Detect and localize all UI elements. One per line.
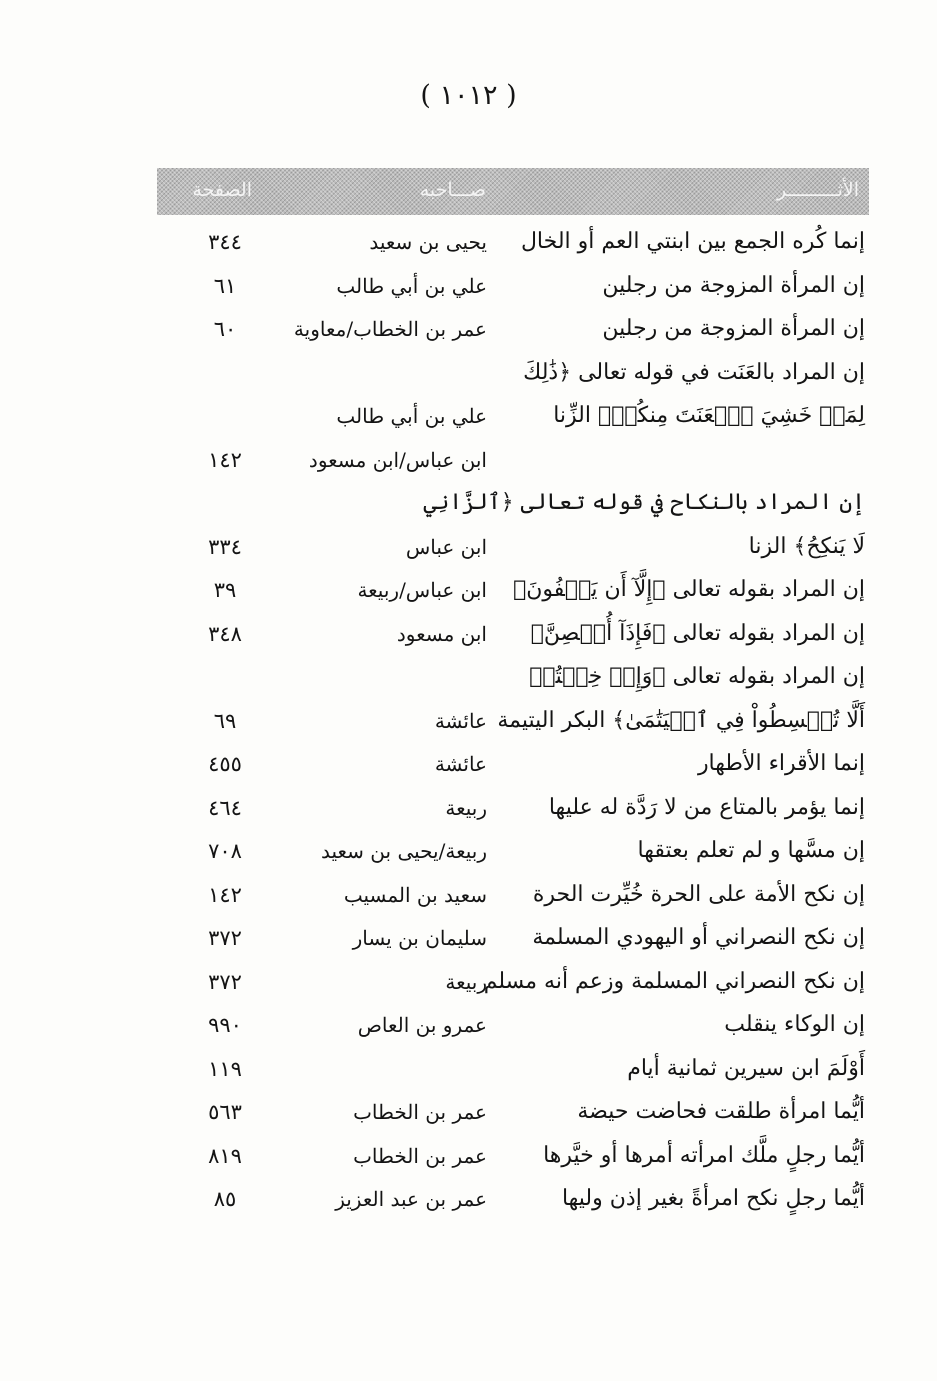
table-row <box>0 1134 937 1178</box>
page-ref: ٨٥ <box>213 1187 237 1211</box>
page-ref: ٦١ <box>213 273 237 298</box>
athar-text: إن نكح النصراني المسلمة وزعم أنه مسلم <box>483 968 865 994</box>
athar-text: إن المرأة المزوجة من رجلين <box>602 316 865 341</box>
athar-text: إن المراد بقوله تعالى ﴿وَإِنۡ خِفۡتُمۡ <box>529 664 865 689</box>
page-ref: ٣٣٤ <box>208 534 242 559</box>
table-row <box>0 786 937 830</box>
athar-text: إن مسَّها و لم تعلم بعتقها <box>637 838 865 863</box>
page-ref: ٨١٩ <box>208 1143 242 1168</box>
header-text: الأثـــــــــر <box>777 179 859 201</box>
table-row <box>0 220 937 264</box>
table-row <box>0 438 937 482</box>
athar-text: إنما الأقراء الأطهار <box>697 751 865 776</box>
athar-text: إن المراد بالنكاح في قوله تعالى ﴿ٱلزَّانِي <box>423 490 865 515</box>
page-ref: ٦٠ <box>213 317 237 341</box>
page-ref: ٥٦٣ <box>208 1100 242 1124</box>
table-row <box>0 264 937 308</box>
athar-text: أيُّما رجلٍ ملَّك امرأته أمرها أو خيَّرها <box>543 1142 865 1168</box>
table-row <box>0 612 937 656</box>
page-ref: ٣٤٤ <box>208 230 242 254</box>
table-row <box>0 394 937 438</box>
narrator: عائشة <box>434 752 487 776</box>
page-number: ( ١٠١٢ ) <box>420 80 517 111</box>
narrator: سليمان بن يسار <box>352 926 487 950</box>
athar-text: إن نكح النصراني أو اليهودي المسلمة <box>532 925 865 950</box>
table-row <box>0 1003 937 1047</box>
table-row <box>0 1047 937 1091</box>
table-row <box>0 568 937 612</box>
table-row <box>0 960 937 1004</box>
page-ref: ٣٧٢ <box>208 926 242 950</box>
athar-text: إنما كُره الجمع بين ابنتي العم أو الخال <box>520 229 865 254</box>
table-row <box>0 307 937 351</box>
narrator: عمر بن الخطاب <box>353 1100 487 1124</box>
narrator: عائشة <box>434 708 487 733</box>
athar-text: لَا يَنكِحُ﴾ الزنا <box>748 533 865 559</box>
table-row <box>0 873 937 917</box>
narrator: علي بن أبي طالب <box>336 404 487 428</box>
table-row <box>0 351 937 395</box>
table-row <box>0 525 937 569</box>
athar-text: إن الوكاء ينقلب <box>724 1012 865 1037</box>
athar-text: أَلَّا تُقۡسِطُواْ فِي ٱلۡيَتَٰمَىٰ﴾ البكر اليتيمة <box>497 707 865 733</box>
narrator: ابن عباس/ابن مسعود <box>308 447 487 472</box>
narrator: ربيعة <box>445 795 487 820</box>
athar-text: إن المراد بقوله تعالى ﴿إِلَّآ أَن يَعۡفُونَ﴾ <box>513 577 865 602</box>
table-row <box>0 829 937 873</box>
narrator: ابن عباس <box>405 534 487 559</box>
table-row <box>0 1177 937 1221</box>
narrator: يحيى بن سعيد <box>369 230 487 254</box>
narrator: عمر بن الخطاب/معاوية <box>293 317 487 341</box>
narrator: سعيد بن المسيب <box>343 882 487 907</box>
athar-text: إن نكح الأمة على الحرة خُيِّرت الحرة <box>532 881 865 907</box>
page-ref: ٤٥٥ <box>208 752 242 776</box>
page-ref: ٦٩ <box>213 708 237 733</box>
athar-text: لِمَنۡ خَشِيَ ٱلۡعَنَتَ مِنكُمۡ﴾ الزِّنا <box>553 403 865 428</box>
narrator: عمرو بن العاص <box>357 1013 487 1037</box>
page-ref: ٣٤٨ <box>208 621 242 646</box>
page-ref: ٤٦٤ <box>208 795 242 820</box>
narrator: ربيعة <box>445 969 487 994</box>
athar-text: أيُّما امرأة طلقت فحاضت حيضة <box>577 1099 865 1124</box>
narrator: عمر بن عبد العزيز <box>335 1187 487 1211</box>
athar-text: أَوْلَمَ ابن سيرين ثمانية أيام <box>627 1055 865 1081</box>
page-ref: ٣٩ <box>213 578 237 602</box>
table-row <box>0 481 937 525</box>
table-row <box>0 916 937 960</box>
narrator: عمر بن الخطاب <box>353 1143 487 1168</box>
page-ref: ١٤٢ <box>208 447 242 472</box>
page-ref: ١١٩ <box>208 1056 242 1081</box>
table-header <box>157 168 869 215</box>
header-narrator: صـــاحبه <box>419 179 486 201</box>
narrator: ابن مسعود <box>396 621 487 646</box>
athar-text: إن المراد بقوله تعالى ﴿فَإِذَآ أُحۡصِنَّ﴾ <box>530 620 865 646</box>
table-row <box>0 1090 937 1134</box>
table-row <box>0 742 937 786</box>
narrator: ابن عباس/ربيعة <box>357 578 487 602</box>
athar-text: إن المرأة المزوجة من رجلين <box>602 272 865 298</box>
table-row <box>0 655 937 699</box>
page-ref: ٩٩٠ <box>208 1013 242 1037</box>
athar-text: أيُّما رجلٍ نكح امرأةً بغير إذن وليها <box>561 1186 865 1211</box>
table-row <box>0 699 937 743</box>
page-ref: ٣٧٢ <box>208 969 242 994</box>
athar-text: إنما يؤمر بالمتاع من لا رَدَّة له عليها <box>548 794 865 820</box>
athar-text: إن المراد بالعَنَت في قوله تعالى ﴿ذَٰلِكَ <box>523 359 865 385</box>
page-ref: ٧٠٨ <box>208 839 242 863</box>
narrator: ربيعة/يحيى بن سعيد <box>321 839 487 863</box>
page-ref: ١٤٢ <box>208 882 242 907</box>
narrator: علي بن أبي طالب <box>336 273 487 298</box>
header-page: الصفحة <box>192 179 252 201</box>
